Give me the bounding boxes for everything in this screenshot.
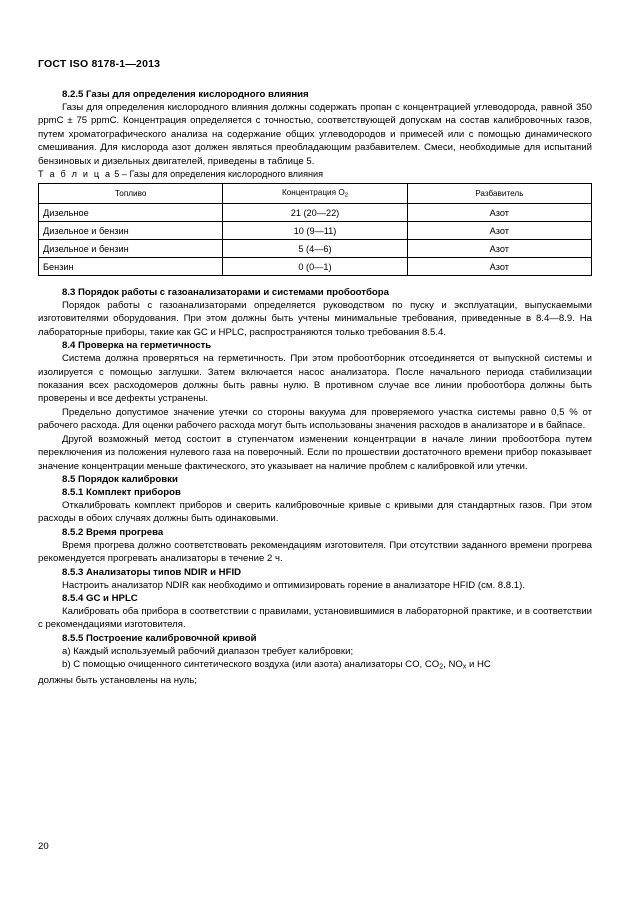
table-row	[39, 222, 592, 240]
section-heading-8-5: 8.5 Порядок калибровки	[62, 473, 178, 485]
table-header-fuel-label: Топливо	[114, 189, 147, 199]
table-header-concentration-subscript: 2	[344, 192, 348, 199]
table-header-fuel	[39, 184, 223, 204]
section-paragraph-8-4-3: Другой возможный метод состоит в ступенчатом изменении концентрации в начале линии пробоотбора путем переключения из положения нулевого газа на поверочный. Если по прошествии достаточного времени прибор показывает значение концентрации меньше фактического, это указывает на наличие проблем с калибровкой или утечки.	[38, 433, 592, 472]
list-item-b-text-2: , NO	[443, 659, 463, 671]
table-5-head	[39, 184, 592, 204]
cell-fuel: Дизельное и бензин	[39, 240, 223, 258]
section-heading-8-4: 8.4 Проверка на герметичность	[62, 340, 212, 352]
section-heading-8-3: 8.3 Порядок работы с газоанализаторами и системами пробоотбора	[62, 287, 389, 299]
table-row	[39, 258, 592, 276]
cell-fuel: Дизельное и бензин	[39, 222, 223, 240]
cell-fuel: Дизельное	[39, 204, 223, 222]
section-paragraph-8-5-2: Время прогрева должно соответствовать рекомендациям изготовителя. При отсутствии заданного времени прогрева рекомендуется прогревать анализаторы в течение 2 ч.	[38, 539, 592, 565]
cell-diluent: Азот	[407, 258, 591, 276]
co2-subscript: 2	[439, 663, 444, 671]
table-header-diluent-label: Разбавитель	[475, 189, 524, 199]
section-heading-8-5-2: 8.5.2 Время прогрева	[62, 526, 164, 538]
cell-concentration: 10 (9—11)	[223, 222, 407, 240]
section-heading-8-5-3: 8.5.3 Анализаторы типов NDIR и HFID	[62, 566, 242, 578]
table-caption-number: 5	[114, 169, 120, 180]
section-heading-8-2-5: 8.2.5 Газы для определения кислородного влияния	[62, 89, 309, 100]
section-heading-8-5-5: 8.5.5 Построение калибровочной кривой	[62, 632, 257, 644]
table-header-diluent	[407, 184, 591, 204]
table-5-body	[39, 204, 592, 276]
cell-diluent: Азот	[407, 240, 591, 258]
section-paragraph-8-5-4: Калибровать оба прибора в соответствии с правилами, установившимися в лабораторной практике, и в соответствии с рекомендациями изготовителя.	[38, 605, 592, 631]
table-5	[38, 183, 592, 276]
list-item-b-continuation: должны быть установлены на нуль;	[38, 675, 197, 687]
table-row	[39, 204, 592, 222]
table-header-concentration	[223, 184, 407, 204]
cell-concentration: 21 (20—22)	[223, 204, 407, 222]
section-paragraph-8-2-5: Газы для определения кислородного влияния должны содержать пропан с концентрацией углеводорода, равной 350 ppmC ± 75 ppmC. Концентрация определяется с точностью, соответствующей допускам на состав калибровочных газов, путем хроматографического анализа на содержание общих углеводородов и примесей или с помощью динамического смешивания. Для кислорода азот должен являться преобладающим разбавителем. Смеси, необходимые для испытаний бензиновых и дизельных двигателей, приведены в таблице 5.	[38, 102, 592, 167]
list-item-b-text-3: и HC	[466, 659, 491, 671]
cell-fuel: Бензин	[39, 258, 223, 276]
table-5-caption	[38, 168, 592, 180]
page-number: 20	[38, 841, 49, 852]
section-heading-8-5-4: 8.5.4 GC и HPLC	[62, 592, 138, 604]
section-paragraph-8-5-3: Настроить анализатор NDIR как необходимо и оптимизировать горение в анализаторе HFID (см. 8.8.1).	[62, 579, 526, 591]
table-caption-dash: –	[121, 169, 127, 180]
table-caption-label: Т а б л и ц а	[38, 169, 112, 180]
page-content	[38, 88, 592, 688]
cell-diluent: Азот	[407, 204, 591, 222]
section-paragraph-8-5-1: Откалибровать комплект приборов и сверить калибровочные кривые с кривыми для стандартных газов. При этом расходы в обоих случаях должны быть одинаковыми.	[38, 499, 592, 525]
section-paragraph-8-4-2: Предельно допустимое значение утечки со стороны вакуума для проверяемого участка системы равно 0,5 % от рабочего расхода. Для оценки рабочего расхода могут быть использованы значения расходов в анализаторе и в байпасе.	[38, 406, 592, 432]
cell-concentration: 5 (4—6)	[223, 240, 407, 258]
list-item-b-text-1: b) С помощью очищенного синтетического воздуха (или азота) анализаторы CO, CO	[62, 659, 440, 671]
table-row	[39, 240, 592, 258]
nox-subscript: x	[462, 663, 467, 671]
section-heading-8-5-1: 8.5.1 Комплект приборов	[62, 486, 181, 498]
table-header-concentration-label: Концентрация O	[281, 188, 345, 198]
table-header-row	[39, 184, 592, 204]
section-paragraph-8-3: Порядок работы с газоанализаторами определяется руководством по пуску и эксплуатации, выпускаемыми изготовителями оборудования. При этом должны быть учтены минимальные требования, приведенные в 8.4—8.9. На лабораторные приборы, такие как GC и HPLC, распространяются только требования 8.5.4.	[38, 300, 592, 338]
cell-diluent: Азот	[407, 222, 591, 240]
list-item-b	[38, 658, 592, 674]
section-paragraph-8-4-1: Система должна проверяться на герметичность. При этом пробоотборник отсоединяется от выпускной системы и изолируется с помощью заглушки. Затем включается насос анализатора. После начального периода стабилизации показания всех расходомеров должны быть равны нулю. В противном случае все линии пробоотбора должны быть проверены и все дефекты устранены.	[38, 353, 592, 405]
cell-concentration: 0 (0—1)	[223, 258, 407, 276]
table-caption-title: Газы для определения кислородного влияния	[129, 169, 324, 180]
page-header: ГОСТ ISO 8178-1—2013	[38, 58, 161, 70]
list-item-a: а) Каждый используемый рабочий диапазон требует калибровки;	[62, 645, 354, 657]
